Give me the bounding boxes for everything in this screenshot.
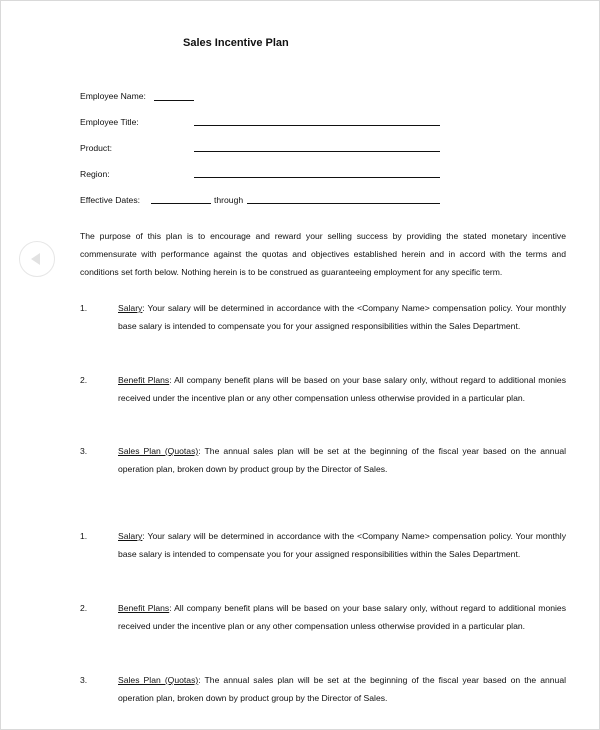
item-text: : All company benefit plans will be based on your base salary only, without regard to additional monies received under the incentive plan or any other compensation unless otherwise provided in a particular plan.: [118, 603, 566, 631]
region-label: Region:: [80, 169, 110, 179]
item-text: : Your salary will be determined in accordance with the <Company Name> compensation policy. Your monthly base salary is intended to compensate you for your assigned responsibilities within the Sales Department.: [118, 531, 566, 559]
effective-start-line[interactable]: [151, 203, 211, 204]
intro-paragraph: The purpose of this plan is to encourage and reward your selling success by providing the stated monetary incentive commensurate with performance against the quotas and objectives established herein and in accord with the terms and conditions set forth below. Nothing herein is to be construed as guaranteeing employment for any specific term.: [80, 231, 566, 277]
employee-name-label: Employee Name:: [80, 91, 146, 101]
product-label: Product:: [80, 143, 113, 153]
item-heading: Salary: [118, 303, 143, 313]
item-text: : The annual sales plan will be set at the beginning of the fiscal year based on the annual operation plan, broken down by product group by the Director of Sales.: [118, 446, 567, 474]
employee-title-label: Employee Title:: [80, 117, 139, 127]
item-heading: Benefit Plans: [118, 603, 170, 613]
item-text: : All company benefit plans will be based on your base salary only, without regard to additional monies received under the incentive plan or any other compensation unless otherwise provided in a particular plan.: [118, 375, 566, 403]
region-line[interactable]: [194, 177, 440, 178]
item-body: [118, 371, 566, 407]
item-body: [118, 671, 566, 707]
item-heading: Salary: [118, 531, 143, 541]
effective-dates-label: Effective Dates:: [80, 195, 141, 205]
item-text: : Your salary will be determined in accordance with the <Company Name> compensation policy. Your monthly base salary is intended to compensate you for your assigned responsibilities within the Sales Department.: [118, 303, 566, 331]
item-number: 1.: [80, 303, 88, 313]
item-number: 2.: [80, 603, 88, 613]
item-body: [118, 299, 566, 335]
item-heading: Sales Plan (Quotas): [118, 446, 199, 456]
item-body: [118, 527, 566, 563]
item-number: 2.: [80, 375, 88, 385]
employee-title-line[interactable]: [194, 125, 440, 126]
product-line[interactable]: [194, 151, 440, 152]
previous-page-button[interactable]: [19, 241, 55, 277]
item-text: : The annual sales plan will be set at the beginning of the fiscal year based on the annual operation plan, broken down by product group by the Director of Sales.: [118, 675, 567, 703]
item-heading: Sales Plan (Quotas): [118, 675, 199, 685]
item-number: 3.: [80, 675, 88, 685]
through-label: through: [214, 195, 244, 205]
chevron-left-icon: [31, 253, 40, 265]
item-number: 1.: [80, 531, 88, 541]
item-heading: Benefit Plans: [118, 375, 170, 385]
item-body: [118, 599, 566, 635]
item-number: 3.: [80, 446, 88, 456]
document-title: Sales Incentive Plan: [183, 37, 289, 49]
employee-name-line[interactable]: [154, 100, 194, 101]
effective-end-line[interactable]: [247, 203, 440, 204]
item-body: [118, 442, 566, 478]
